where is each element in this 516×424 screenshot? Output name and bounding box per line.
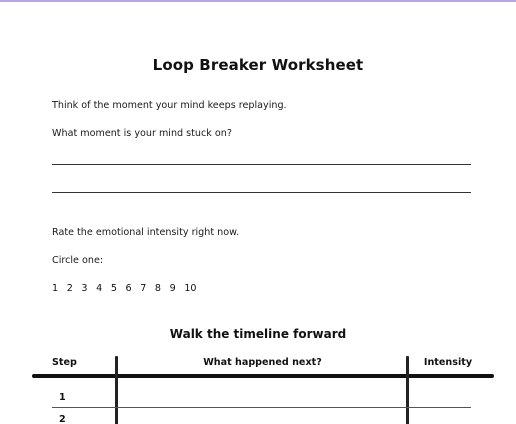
column-header-intensity: Intensity: [423, 357, 473, 368]
scale-option-3[interactable]: 3: [81, 283, 88, 294]
column-divider-1: [115, 356, 118, 424]
scale-option-2[interactable]: 2: [66, 283, 73, 294]
row-line-1[interactable]: [52, 407, 471, 408]
worksheet-title: Loop Breaker Worksheet: [152, 56, 364, 74]
intensity-scale: [52, 283, 205, 294]
intro-text: Think of the moment your mind keeps replaying.: [52, 100, 287, 111]
scale-option-5[interactable]: 5: [110, 283, 117, 294]
scale-option-4[interactable]: 4: [96, 283, 103, 294]
scale-option-10[interactable]: 10: [184, 283, 197, 294]
top-accent-bar: [0, 0, 516, 2]
scale-option-1[interactable]: 1: [52, 283, 59, 294]
table-header-rule: [32, 374, 494, 378]
scale-option-7[interactable]: 7: [140, 283, 147, 294]
rate-text: Rate the emotional intensity right now.: [52, 227, 240, 238]
row-number-1: 1: [59, 392, 66, 403]
scale-option-6[interactable]: 6: [125, 283, 132, 294]
scale-option-8[interactable]: 8: [154, 283, 162, 294]
question-text: What moment is your mind stuck on?: [52, 128, 232, 139]
timeline-title: Walk the timeline forward: [169, 327, 347, 341]
column-header-what-happened: What happened next?: [203, 357, 322, 368]
column-header-step: Step: [52, 357, 77, 368]
answer-line-2[interactable]: [52, 192, 471, 193]
scale-option-9[interactable]: 9: [169, 283, 176, 294]
column-divider-2: [406, 356, 409, 424]
answer-line-1[interactable]: [52, 164, 471, 165]
circle-one-text: Circle one:: [52, 255, 104, 266]
row-number-2: 2: [59, 414, 66, 424]
